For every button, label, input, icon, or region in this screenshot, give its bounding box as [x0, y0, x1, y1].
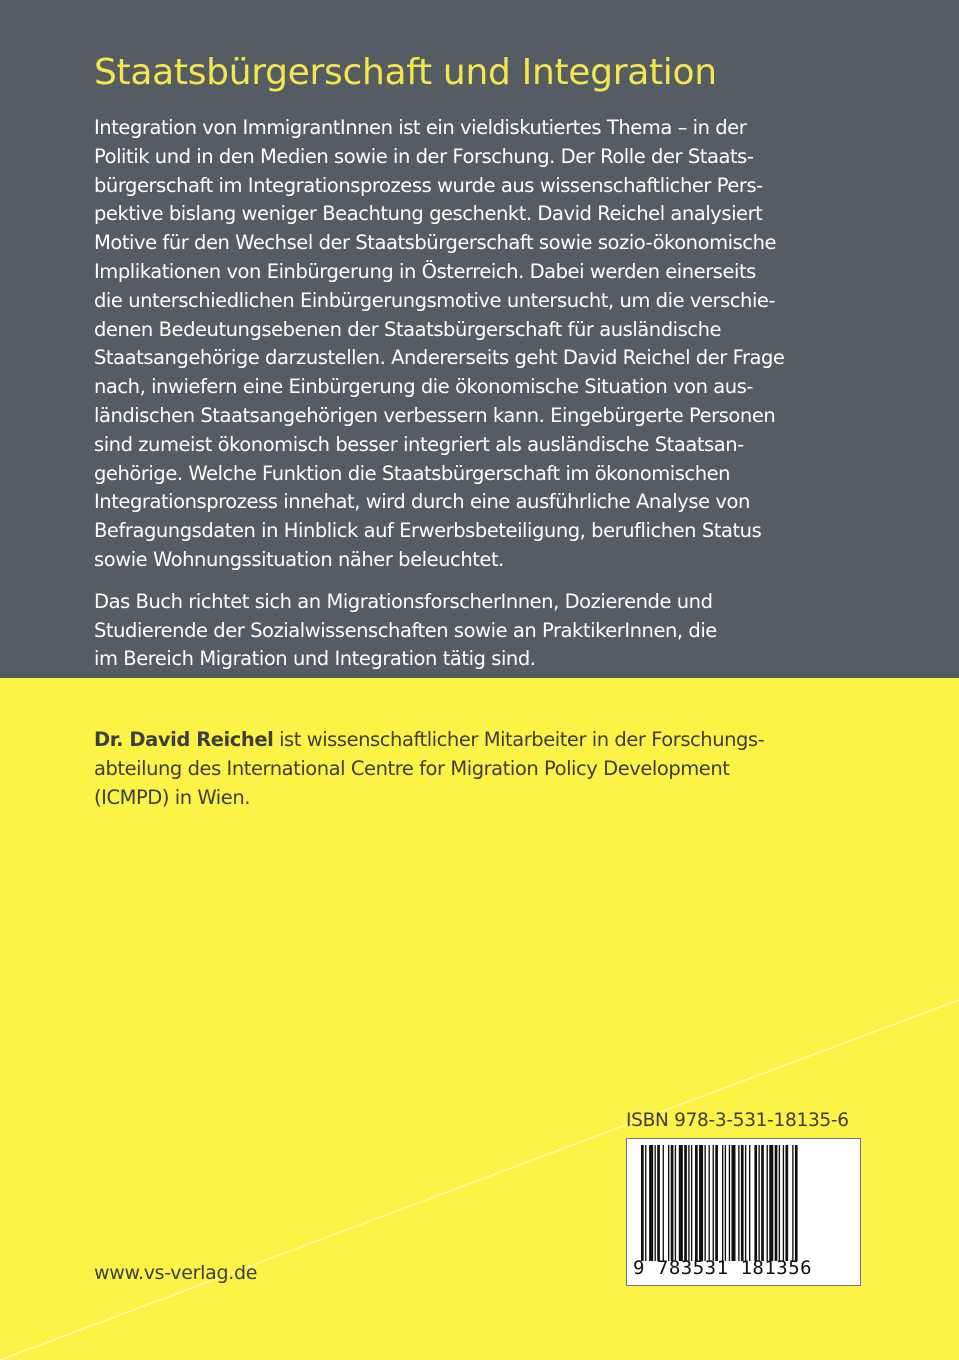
text-line: pektive bislang weniger Beachtung geschenkt. David Reichel analysiert	[94, 202, 763, 226]
barcode-bar	[761, 1145, 764, 1261]
text-line: Motive für den Wechsel der Staatsbürgerschaft sowie sozio-ökonomische	[94, 231, 777, 255]
text-line: Integration von ImmigrantInnen ist ein vieldiskutiertes Thema – in der	[94, 116, 747, 139]
barcode-bar	[758, 1145, 759, 1261]
barcode-bar	[645, 1145, 646, 1261]
author-name: Dr. David Reichel	[94, 728, 274, 751]
text-line: die unterschiedlichen Einbürgerungsmotive untersucht, um die verschie-	[94, 288, 776, 312]
barcode-bar	[769, 1145, 773, 1261]
barcode-bar	[741, 1145, 744, 1261]
barcode-bar	[775, 1145, 778, 1261]
text-line: bürgerschaft im Integrationsprozess wurde aus wissenschaftlicher Pers-	[94, 173, 763, 197]
barcode-bar	[691, 1145, 692, 1261]
barcode-bar	[649, 1145, 653, 1261]
author-bio	[94, 726, 884, 812]
barcode-bar	[715, 1145, 718, 1261]
text-line: im Bereich Migration und Integration tätig sind.	[94, 647, 536, 671]
barcode-bar	[731, 1145, 735, 1261]
text-line: ländischen Staatsangehörigen verbessern kann. Eingebürgerte Personen	[94, 403, 776, 427]
text-line: gehörige. Welche Funktion die Staatsbürgerschaft im ökonomischen	[94, 461, 731, 485]
description-paragraph-1	[94, 114, 854, 575]
barcode-bar	[684, 1145, 687, 1261]
website-url: www.vs-verlag.de	[94, 1262, 258, 1284]
barcode-bar	[783, 1145, 784, 1261]
barcode-bar	[657, 1145, 660, 1261]
text-line: Politik und in den Medien sowie in der Forschung. Der Rolle der Staats-	[94, 144, 754, 168]
barcode-bar	[663, 1145, 664, 1261]
barcode-bar	[675, 1145, 676, 1261]
barcode-bar	[713, 1145, 714, 1261]
book-title: Staatsbürgerschaft und Integration	[94, 52, 717, 93]
text-line: sind zumeist ökonomisch besser integriert als ausländische Staatsan-	[94, 432, 744, 456]
barcode-bar	[655, 1145, 656, 1261]
barcode-bar	[671, 1145, 674, 1261]
description	[94, 114, 854, 674]
text-line: nach, inwiefern eine Einbürgerung die ökonomische Situation von aus-	[94, 375, 754, 399]
text-line: Befragungsdaten in Hinblick auf Erwerbsbeteiligung, beruflichen Status	[94, 519, 762, 543]
barcode-bar	[704, 1145, 705, 1261]
barcode-bars	[641, 1145, 848, 1261]
barcode-bar	[729, 1145, 730, 1261]
author-line-3: (ICMPD) in Wien.	[94, 785, 250, 809]
barcode-bar	[699, 1145, 703, 1261]
barcode-bar	[795, 1145, 798, 1261]
text-line: Staatsangehörige darzustellen. Andererseits geht David Reichel der Frage	[94, 346, 785, 370]
barcode-bar	[709, 1145, 710, 1261]
barcode-bar	[738, 1145, 739, 1261]
author-line-1	[94, 726, 884, 755]
text-line: Implikationen von Einbürgerung in Österreich. Dabei werden einerseits	[94, 259, 756, 283]
barcode-bar	[641, 1145, 644, 1261]
description-paragraph-2	[94, 588, 854, 674]
barcode-bar	[749, 1145, 750, 1261]
barcode-bar	[688, 1145, 689, 1261]
barcode-bar	[745, 1145, 746, 1261]
text-line: denen Bedeutungsebenen der Staatsbürgerschaft für ausländische	[94, 317, 722, 341]
barcode-digits: 9 783531 181356	[633, 1257, 813, 1279]
barcode-bar	[792, 1145, 793, 1261]
text-line: Studierende der Sozialwissenschaften sowie an PraktikerInnen, die	[94, 618, 717, 642]
top-panel	[0, 0, 959, 678]
barcode-bar	[779, 1145, 780, 1261]
barcode-bar	[722, 1145, 723, 1261]
barcode-bar	[767, 1145, 768, 1261]
text-line: Das Buch richtet sich an MigrationsforscherInnen, Dozierende und	[94, 589, 713, 613]
barcode	[626, 1138, 861, 1286]
isbn: ISBN 978-3-531-18135-6	[626, 1110, 849, 1131]
barcode-bar	[754, 1145, 757, 1261]
barcode-bar	[785, 1145, 788, 1261]
barcode-bar	[695, 1145, 698, 1261]
text-line: Integrationsprozess innehat, wird durch eine ausführliche Analyse von	[94, 490, 750, 514]
author-line-1-text: ist wissenschaftlicher Mitarbeiter in der Forschungs-	[273, 728, 765, 751]
barcode-bar	[679, 1145, 683, 1261]
barcode-bar	[668, 1145, 669, 1261]
barcode-bar	[725, 1145, 726, 1261]
author-line-2: abteilung des International Centre for Migration Policy Development	[94, 756, 730, 780]
text-line: sowie Wohnungssituation näher beleuchtet.	[94, 547, 504, 571]
